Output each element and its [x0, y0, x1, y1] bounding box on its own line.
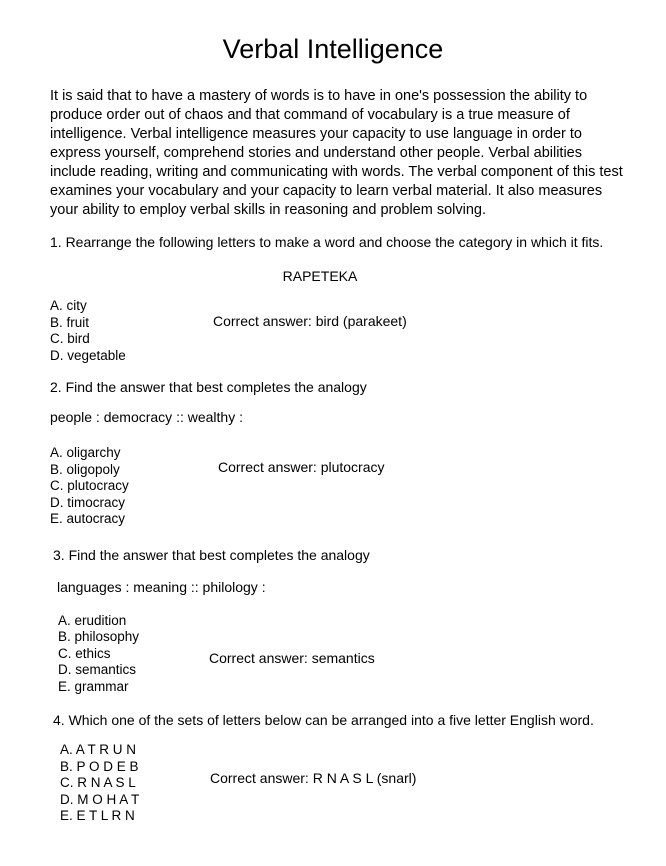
- correct-answer-label: Correct answer: semantics: [209, 649, 375, 666]
- option-item: D. timocracy: [50, 494, 126, 510]
- question-1-stimulus: RAPETEKA: [282, 268, 358, 284]
- option-item: D. vegetable: [50, 347, 126, 363]
- question-2-options: [50, 445, 666, 528]
- option-item: A. erudition: [58, 612, 127, 628]
- option-item: B. oligopoly: [50, 461, 120, 477]
- option-item: A. city: [50, 298, 87, 313]
- question-3-stimulus: languages : meaning :: philology :: [57, 578, 266, 595]
- correct-answer-label: Correct answer: plutocracy: [218, 459, 385, 475]
- option-item: E. autocracy: [50, 511, 126, 526]
- option-item: B. P O D E B: [60, 758, 139, 774]
- option-item: C. bird: [50, 331, 90, 346]
- option-item: D. M O H A T: [60, 791, 140, 807]
- page-title: Verbal Intelligence: [222, 34, 444, 64]
- correct-answer-label: Correct answer: R N A S L (snarl): [210, 770, 417, 786]
- option-item: E. grammar: [58, 678, 129, 694]
- correct-answer-label: Correct answer: bird (parakeet): [213, 313, 407, 329]
- question-1: [0, 233, 666, 364]
- question-2-stimulus: people : democracy :: wealthy :: [50, 409, 243, 425]
- option-item: B. fruit: [50, 314, 90, 330]
- question-4-header: 4. Which one of the sets of letters below can be arranged into a five letter English word.: [53, 712, 594, 728]
- option-item: A. A T R U N: [60, 742, 137, 757]
- question-3-header: 3. Find the answer that best completes the analogy: [53, 546, 370, 563]
- question-4-options: [60, 742, 666, 825]
- option-item: C. R N A S L: [60, 775, 136, 790]
- question-1-options: [50, 298, 666, 364]
- option-item: D. semantics: [58, 662, 137, 677]
- option-item: E. E T L R N: [60, 808, 135, 823]
- question-2: [0, 378, 666, 528]
- question-4: [0, 711, 666, 825]
- question-2-header: 2. Find the answer that best completes the analogy: [50, 379, 367, 395]
- option-item: C. plutocracy: [50, 478, 129, 493]
- question-1-header: 1. Rearrange the following letters to make a word and choose the category in which it fits.: [50, 234, 604, 250]
- option-item: A. oligarchy: [50, 445, 121, 460]
- question-3: [0, 546, 666, 696]
- question-3-options: [58, 613, 666, 696]
- intro-paragraph: It is said that to have a mastery of words is to have in one's possession the ability to produce order out of chaos and that command of vocabulary is a true measure of intelligence. Verbal intelligence measures your capacity to use language in order to express yourself, comprehend stories and understand other people. Verbal abilities include reading, writing and communicating with words. The verbal component of this test examines your vocabulary and your capacity to learn verbal material. It also measures your ability to employ verbal skills in reasoning and problem solving.: [50, 88, 623, 218]
- option-item: B. philosophy: [58, 629, 140, 644]
- option-item: C. ethics: [58, 645, 111, 661]
